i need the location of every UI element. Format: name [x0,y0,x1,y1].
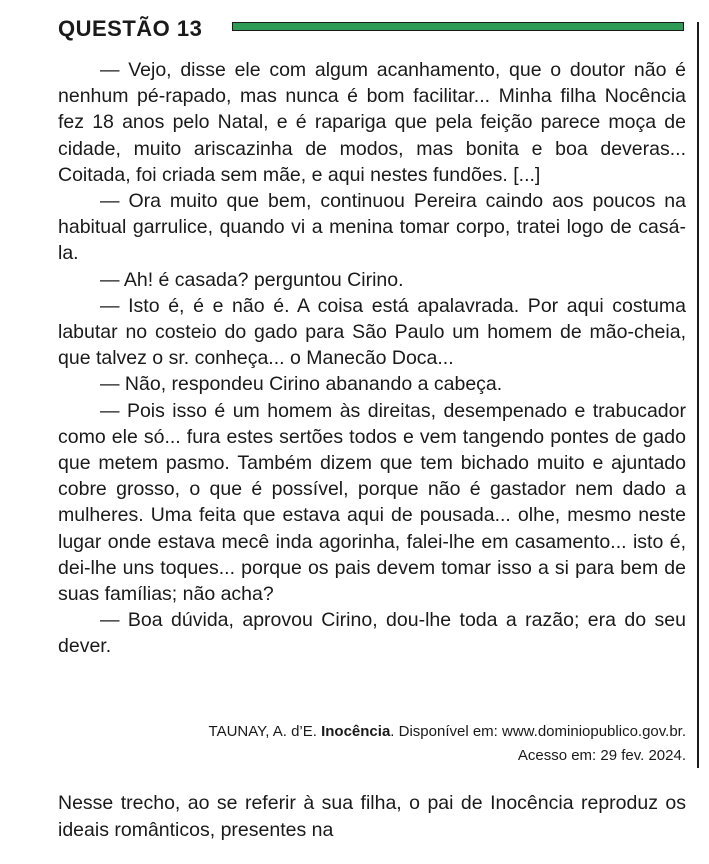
citation-availability: . Disponível em: www.dominiopublico.gov.br. [390,723,686,740]
citation-line-1 [58,720,686,744]
passage-paragraph: — Ah! é casada? perguntou Cirino. [100,268,404,291]
passage-paragraph: — Vejo, disse ele com algum acanhamento, que o doutor não é nenhum pé-rapado, mas nunca é bom facilitar... Minha filha Nocência fez 18 anos pelo Natal, e é rapariga que pela feição parece moça de cidade, muito ariscazinha de modos, mas bonita e boa deveras... Coitada, foi criada sem mãe, e aqui nestes fundões. [...] [58,59,686,186]
passage-paragraph: — Não, respondeu Cirino abanando a cabeça. [100,373,503,396]
citation-author: TAUNAY, A. d’E. [208,723,322,740]
passage-paragraph: — Pois isso é um homem às direitas, desempenado e trabucador como ele só... fura estes sertões todos e vem tangendo pontes de gado que metem pasmo. Também dizem que tem bichado muito e ajuntado cobre grosso, o que é possível, porque não é gastador nem dado a mulheres. Uma feita que estava aqui de pousada... olhe, mesmo neste lugar onde estava mecê inda agorinha, falei-lhe em casamento... isto é, dei-lhe uns toques... porque os pais devem tomar isso a si para bem de suas famílias; não acha? [58,399,686,606]
passage-text [58,57,686,660]
question-header [58,14,698,44]
citation-access-date: Acesso em: 29 fev. 2024. [517,747,686,764]
right-border-line [697,22,699,768]
passage-paragraph: — Boa dúvida, aprovou Cirino, dou-lhe toda a razão; era do seu dever. [58,609,686,658]
header-accent-bar [232,22,684,31]
question-stem [58,790,686,844]
source-citation [58,720,686,768]
question-title: QUESTÃO 13 [58,16,203,41]
question-stem-text: Nesse trecho, ao se referir à sua filha, o pai de Inocência reproduz os ideais românticos, presentes na [58,792,686,841]
passage-paragraph: — Isto é, é e não é. A coisa está apalavrada. Por aqui costuma labutar no costeio do gado para São Paulo um homem de mão-cheia, que talvez o sr. conheça... o Manecão Doca... [58,294,686,370]
passage-paragraph: — Ora muito que bem, continuou Pereira caindo aos poucos na habitual garrulice, quando vi a menina tomar corpo, tratei logo de casá-la. [58,190,686,265]
citation-work-title: Inocência [321,723,391,740]
